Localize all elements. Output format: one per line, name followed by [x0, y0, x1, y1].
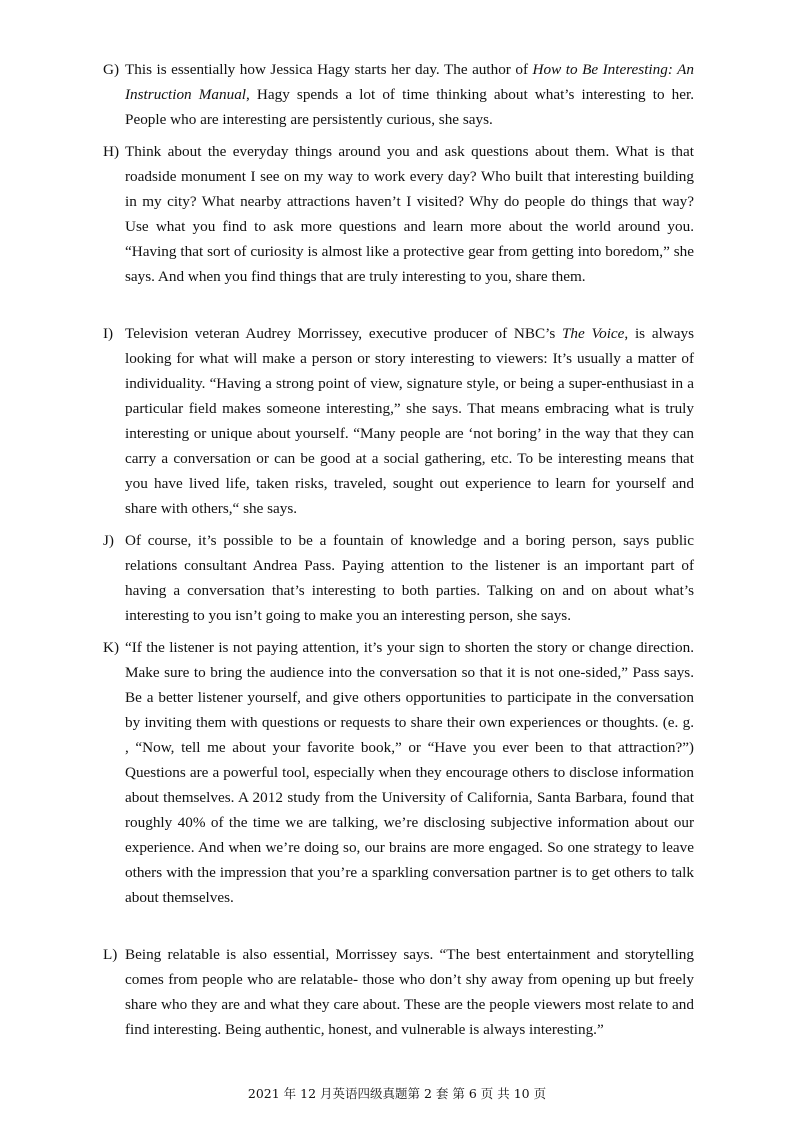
text-run: Think about the everyday things around you and ask questions about them. What is that roadside monument I see on my way to work every day? Who built that interesting building in my city? What nearby attractions haven’t I visited? Why do people do things that way? Use what you find to ask more questions and learn more about the world around you. “Having that sort of curiosity is almost like a protective gear from getting into boredom,” she says. And when you find things that are truly interesting to you, share them.: [125, 143, 694, 285]
paragraph-k: [103, 635, 694, 910]
paragraph-label: H): [103, 143, 120, 160]
paragraph-j: [103, 528, 694, 628]
page-footer: 2021 年 12 月英语四级真题第 2 套 第 6 页 共 10 页: [247, 1086, 547, 1101]
paragraph-g: [103, 57, 694, 132]
text-run: , Hagy spends a lot of time thinking about what’s interesting to her. People who are interesting are persistently curious, she says.: [125, 86, 695, 128]
paragraph-label: J): [103, 532, 114, 549]
text-run: Television veteran Audrey Morrissey, executive producer of NBC’s: [125, 325, 562, 342]
paragraph-text: [125, 942, 694, 1042]
show-title: The Voice: [561, 325, 625, 342]
paragraph-text: [125, 528, 694, 628]
text-run: , is always looking for what will make a person or story interesting to viewers: It’s usually a matter of individuality. “Having a strong point of view, signature style, or being a super-enthusiast in a particular field makes someone interesting,” she says. That means embracing what is truly interesting or unique about yourself. “Many people are ‘not boring’ in the way that they can carry a conversation or can be good at a social gathering, etc. To be interesting means that you have lived life, taken risks, traveled, sought out experience to learn for yourself and share with others,“ she says.: [125, 325, 694, 517]
paragraph-label: L): [103, 946, 118, 963]
text-run: Of course, it’s possible to be a fountain of knowledge and a boring person, says public relations consultant Andrea Pass. Paying attention to the listener is an important part of having a conversation that’s interesting to both parties. Talking on and on about what’s interesting to you isn’t going to make you an interesting person, she says.: [125, 532, 694, 624]
text-run: Being relatable is also essential, Morrissey says. “The best entertainment and storytelling comes from people who are relatable- those who don’t shy away from opening up but freely share who they are and what they care about. These are the people viewers most relate to and find interesting. Being authentic, honest, and vulnerable is always interesting.”: [125, 946, 694, 1038]
paragraph-i: [103, 321, 694, 521]
paragraph-text: [125, 139, 694, 289]
paragraph-l: [103, 942, 694, 1042]
book-title: How to Be Interesting: An Instruction Manual: [125, 61, 694, 103]
paragraph-label: K): [103, 639, 120, 656]
paragraph-label: I): [103, 325, 114, 342]
text-run: This is essentially how Jessica Hagy starts her day. The author of: [125, 61, 533, 78]
text-run: “If the listener is not paying attention, it’s your sign to shorten the story or change direction. Make sure to bring the audience into the conversation so that it is not one-sided,” Pass says. Be a better listener yourself, and give others opportunities to participate in the conversation by inviting them with questions or requests to share their own experiences or thoughts. (e. g. , “Now, tell me about your favorite book,” or “Have you ever been to that attraction?”) Questions are a powerful tool, especially when they encourage others to disclose information about themselves. A 2012 study from the University of California, Santa Barbara, found that roughly 40% of the time we are talking, we’re disclosing subjective information about our experience. And when we’re doing so, our brains are more engaged. So one strategy to leave others with the impression that you’re a sparkling conversation partner is to get others to talk about themselves.: [125, 639, 694, 906]
paragraph-text: [125, 635, 694, 910]
paragraph-text: [125, 321, 694, 521]
paragraph-label: G): [103, 61, 120, 78]
paragraph-h: [103, 139, 694, 289]
paragraph-text: [125, 57, 694, 132]
